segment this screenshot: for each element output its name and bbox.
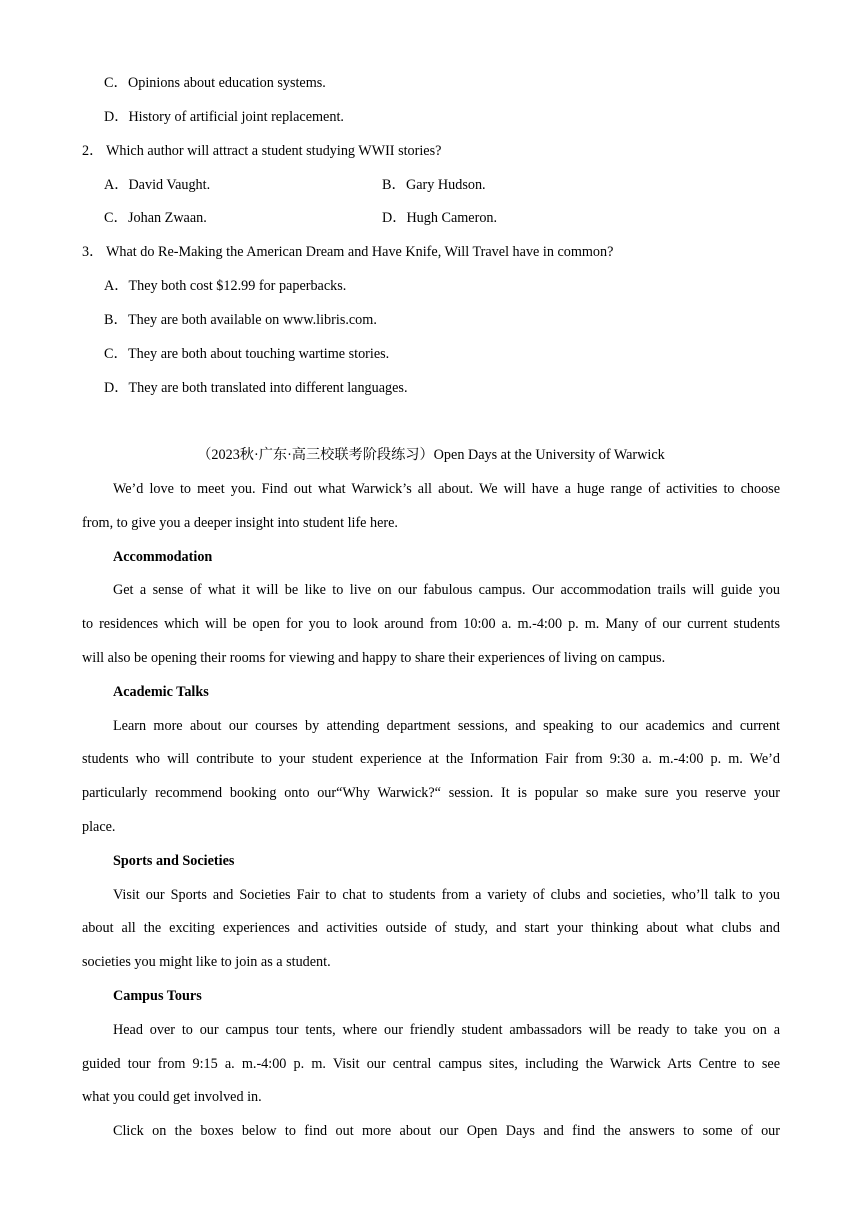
option-label: D． [104,109,129,125]
question-2-stem [82,141,441,161]
section-heading-academic-talks: Academic Talks [113,684,209,700]
sports-line-2: about all the exciting experiences and activities outside of study, and start your thinking about what clubs and [82,920,780,936]
section-heading-campus-tours: Campus Tours [113,988,202,1004]
option-label: D． [382,210,407,226]
academic-line-3: particularly recommend booking onto our“Why Warwick?“ session. It is popular so make sure you reserve your [82,785,780,801]
accommodation-line-3: will also be opening their rooms for viewing and happy to share their experiences of living on campus. [82,650,666,666]
tours-line-2: guided tour from 9:15 a. m.-4:00 p. m. Visit our central campus sites, including the Warwick Arts Centre to see [82,1056,780,1072]
q3-option-d [104,378,408,398]
intro-line-1: We’d love to meet you. Find out what Warwick’s all about. We will have a huge range of activities to choose [113,481,780,497]
academic-line-2: students who will contribute to your student experience at the Information Fair from 9:30 a. m.-4:00 p. m. We’d [82,751,780,767]
section-heading-accommodation: Accommodation [113,549,213,565]
option-label: A． [104,278,129,294]
q3-option-c [104,344,389,364]
option-text: Hugh Cameron. [406,210,498,226]
option-text: They are both translated into different languages. [128,380,408,396]
q2-option-c [104,208,207,228]
intro-line-2: from, to give you a deeper insight into student life here. [82,515,398,531]
q3-option-a [104,276,346,296]
option-text: David Vaught. [128,177,211,193]
option-text: Gary Hudson. [406,177,486,193]
passage-title: （2023秋·广东·高三校联考阶段练习）Open Days at the University of Warwick [197,447,665,463]
option-label: C． [104,75,128,91]
option-label: A． [104,177,129,193]
accommodation-line-2: to residences which will be open for you to look around from 10:00 a. m.-4:00 p. m. Many of our current students [82,616,780,632]
accommodation-line-1: Get a sense of what it will be like to live on our fabulous campus. Our accommodation trails will guide you [113,582,780,598]
q2-option-d [382,208,497,228]
option-text: They are both available on www.libris.com. [128,312,377,328]
sports-line-3: societies you might like to join as a student. [82,954,331,970]
q3-option-b [104,310,377,330]
q1-option-c [104,73,326,93]
tours-line-3: what you could get involved in. [82,1089,262,1105]
q2-option-a [104,175,210,195]
section-heading-sports-societies: Sports and Societies [113,853,235,869]
question-number: 3． [82,244,104,260]
question-text: Which author will attract a student studying WWII stories? [106,143,442,159]
academic-line-4: place. [82,819,116,835]
option-text: They both cost $12.99 for paperbacks. [128,278,347,294]
question-3-stem [82,242,613,262]
closing-line-1: Click on the boxes below to find out more about our Open Days and find the answers to some of our [113,1123,780,1139]
option-label: D． [104,380,129,396]
q2-option-b [382,175,486,195]
option-label: C． [104,210,128,226]
option-text: History of artificial joint replacement. [128,109,344,125]
academic-line-1: Learn more about our courses by attending department sessions, and speaking to our academics and current [113,718,780,734]
option-text: They are both about touching wartime stories. [128,346,390,362]
option-label: B． [104,312,128,328]
option-label: B． [382,177,406,193]
sports-line-1: Visit our Sports and Societies Fair to chat to students from a variety of clubs and societies, who’ll talk to you [113,887,780,903]
tours-line-1: Head over to our campus tour tents, where our friendly student ambassadors will be ready to take you on a [113,1022,780,1038]
question-text: What do Re-Making the American Dream and Have Knife, Will Travel have in common? [106,244,614,260]
question-number: 2． [82,143,104,159]
option-label: C． [104,346,128,362]
option-text: Johan Zwaan. [128,210,207,226]
q1-option-d [104,107,344,127]
option-text: Opinions about education systems. [128,75,326,91]
